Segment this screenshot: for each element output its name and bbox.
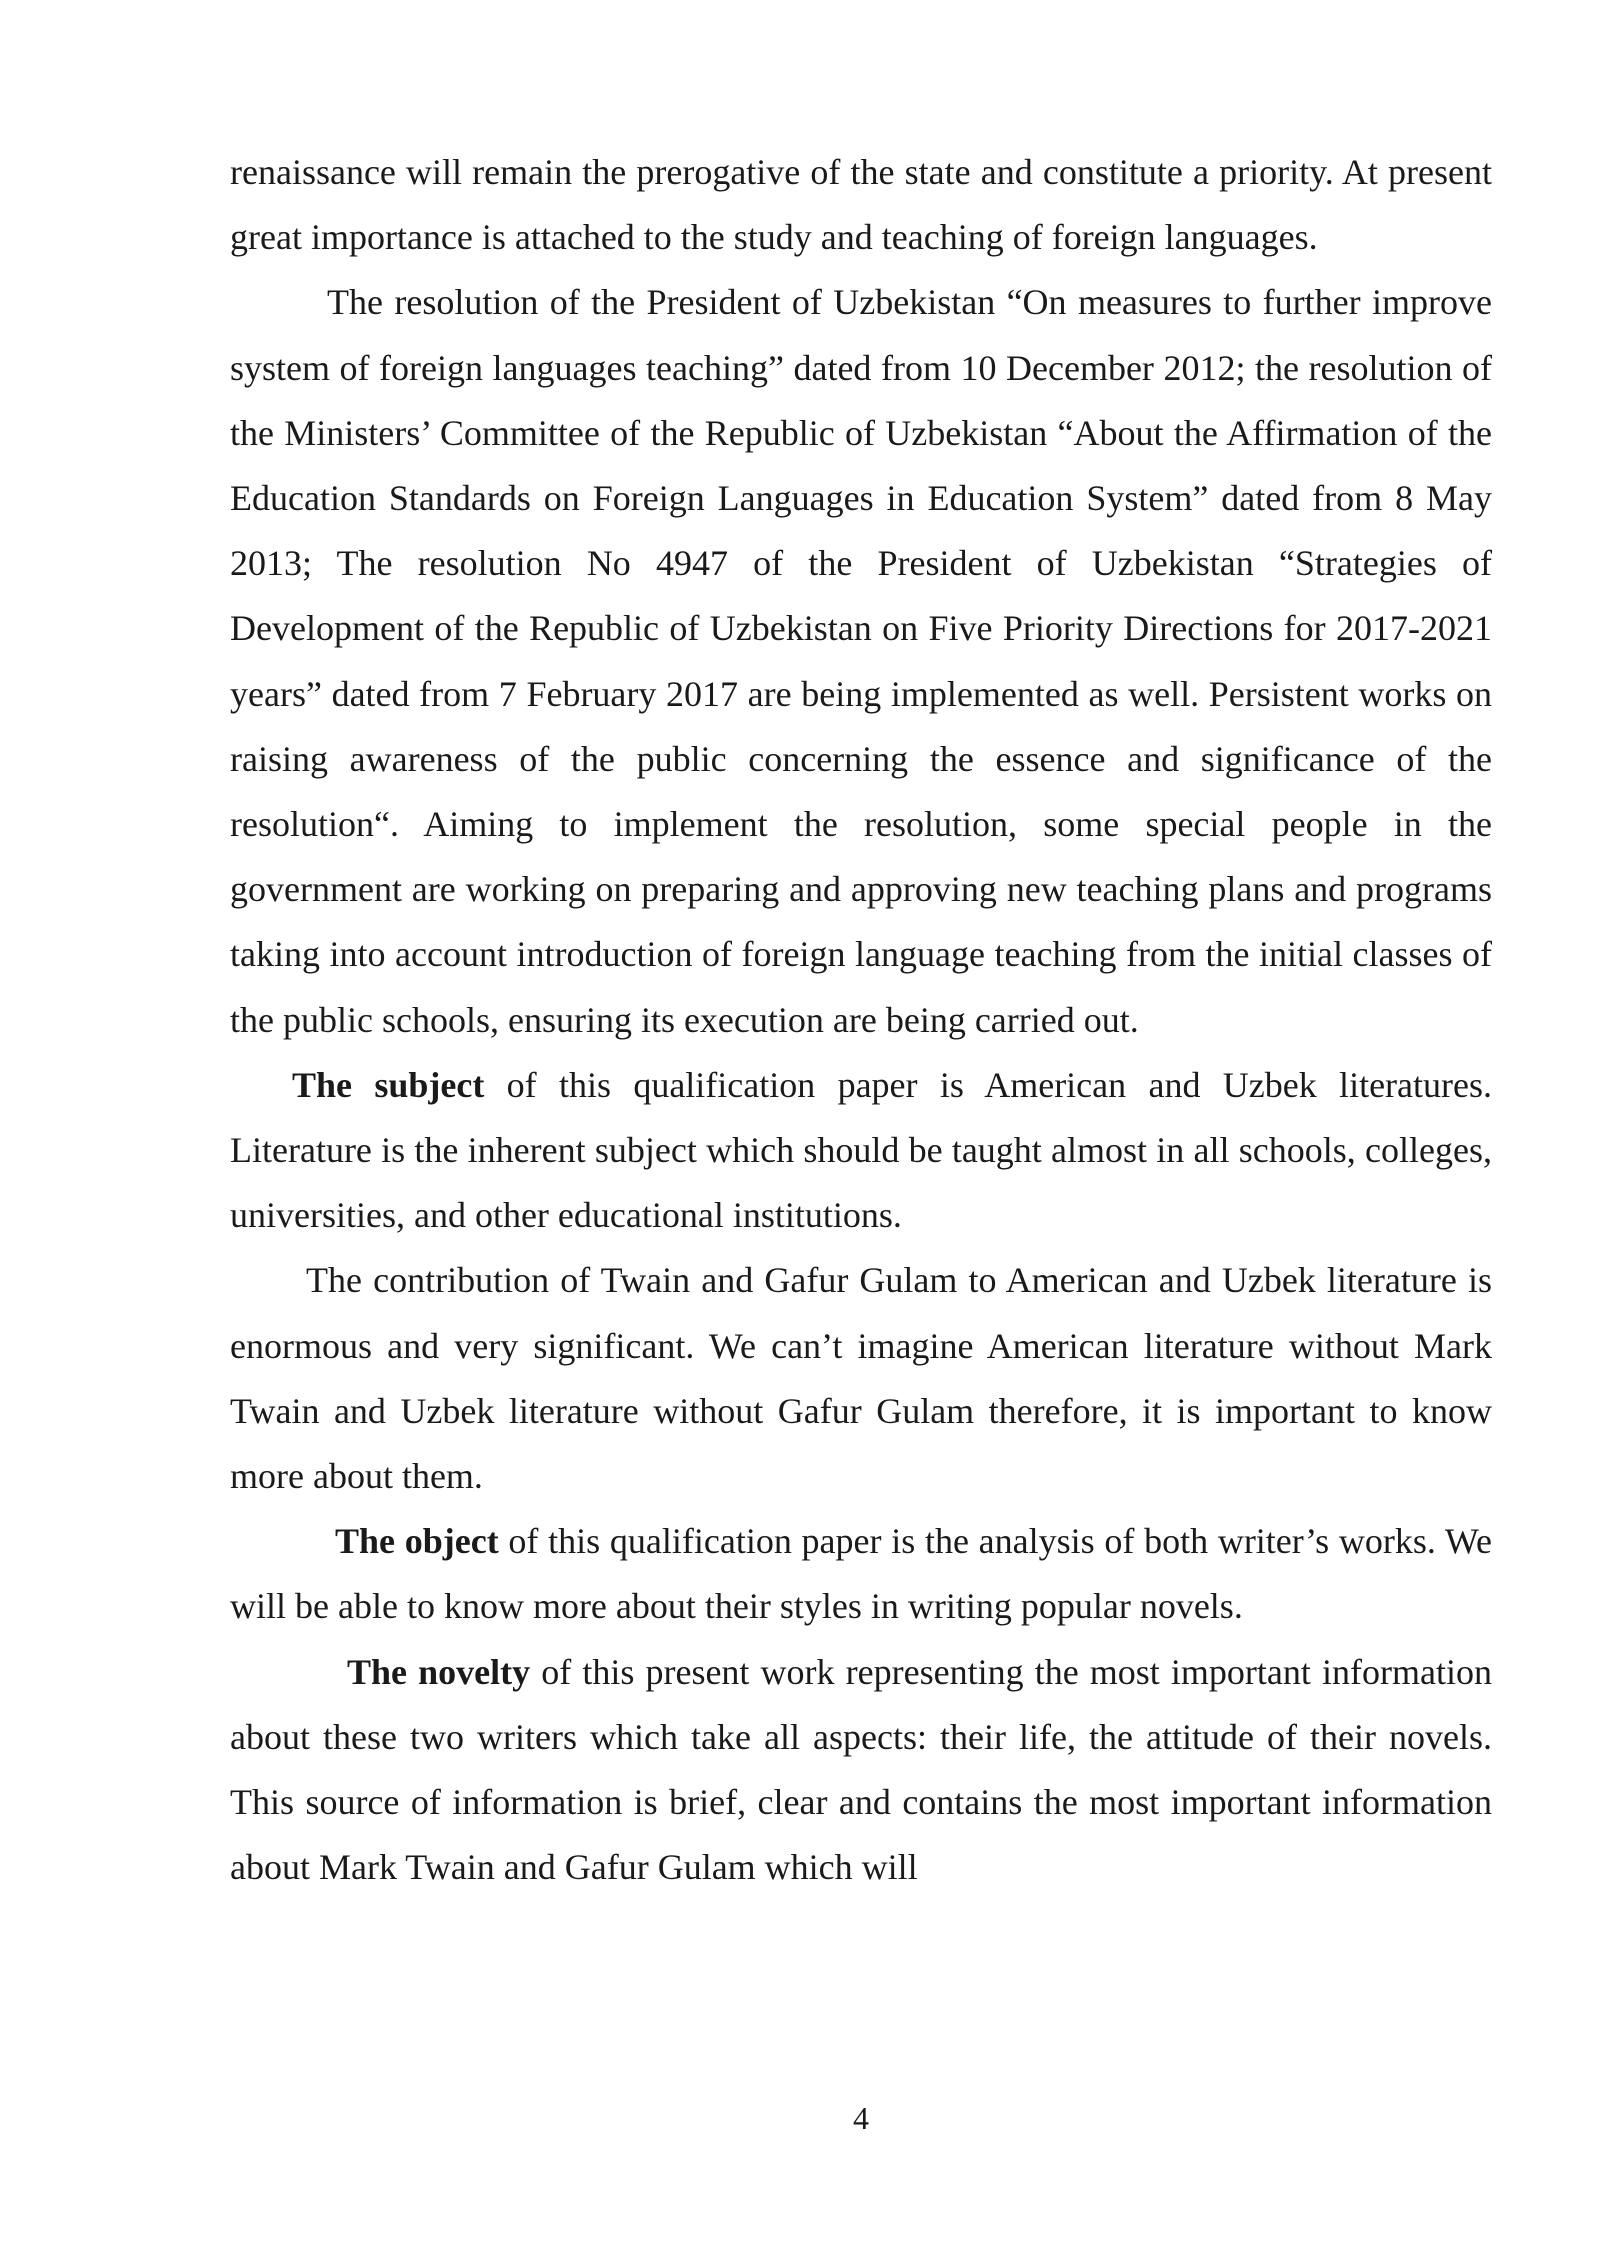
paragraph-resolution	[230, 270, 1492, 1052]
paragraph-contribution	[230, 1248, 1492, 1509]
paragraph-text: The contribution of Twain and Gafur Gulam to American and Uzbek literature is enormous and very significant. We can’t imagine American literature without Mark Twain and Uzbek literature without Gafur Gulam therefore, it is important to know more about them.	[230, 1260, 1492, 1497]
paragraph-text: The resolution of the President of Uzbekistan “On measures to further improve system of foreign languages teaching” dated from 10 December 2012; the resolution of the Ministers’ Committee of the Republic of Uzbekistan “About the Affirmation of the Education Standards on Foreign Languages in Education System” dated from 8 May 2013; The resolution No 4947 of the President of Uzbekistan “Strategies of Development of the Republic of Uzbekistan on Five Priority Directions for 2017-2021 years” dated from 7 February 2017 are being implemented as well. Persistent works on raising awareness of the public concerning the essence and significance of the resolution“. Aiming to implement the resolution, some special people in the government are working on preparing and approving new teaching plans and programs taking into account introduction of foreign language teaching from the initial classes of the public schools, ensuring its execution are being carried out.	[230, 282, 1492, 1040]
page-number: 4	[853, 2100, 869, 2136]
subject-heading: The subject	[292, 1064, 485, 1105]
object-heading: The object	[335, 1521, 499, 1562]
paragraph-text: renaissance will remain the prerogative of the state and constitute a priority. At present great importance is attached to the study and teaching of foreign languages.	[230, 152, 1492, 258]
paragraph-subject	[230, 1053, 1492, 1249]
paragraph-text: of this qualification paper is American and Uzbek literatures. Literature is the inherent subject which should be taught almost in all schools, colleges, universities, and other educational institutions.	[230, 1064, 1492, 1236]
paragraph-text: of this present work representing the most important information about these two writers which take all aspects: their life, the attitude of their novels. This source of information is brief, clear and contains the most important information about Mark Twain and Gafur Gulam which will	[230, 1651, 1492, 1888]
paragraph-novelty	[230, 1640, 1492, 1901]
paragraph-renaissance	[230, 140, 1492, 270]
paragraph-object	[230, 1509, 1492, 1639]
paragraph-text: of this qualification paper is the analysis of both writer’s works. We will be able to know more about their styles in writing popular novels.	[230, 1521, 1492, 1627]
novelty-heading: The novelty	[347, 1651, 531, 1692]
body-text	[230, 140, 1492, 1900]
